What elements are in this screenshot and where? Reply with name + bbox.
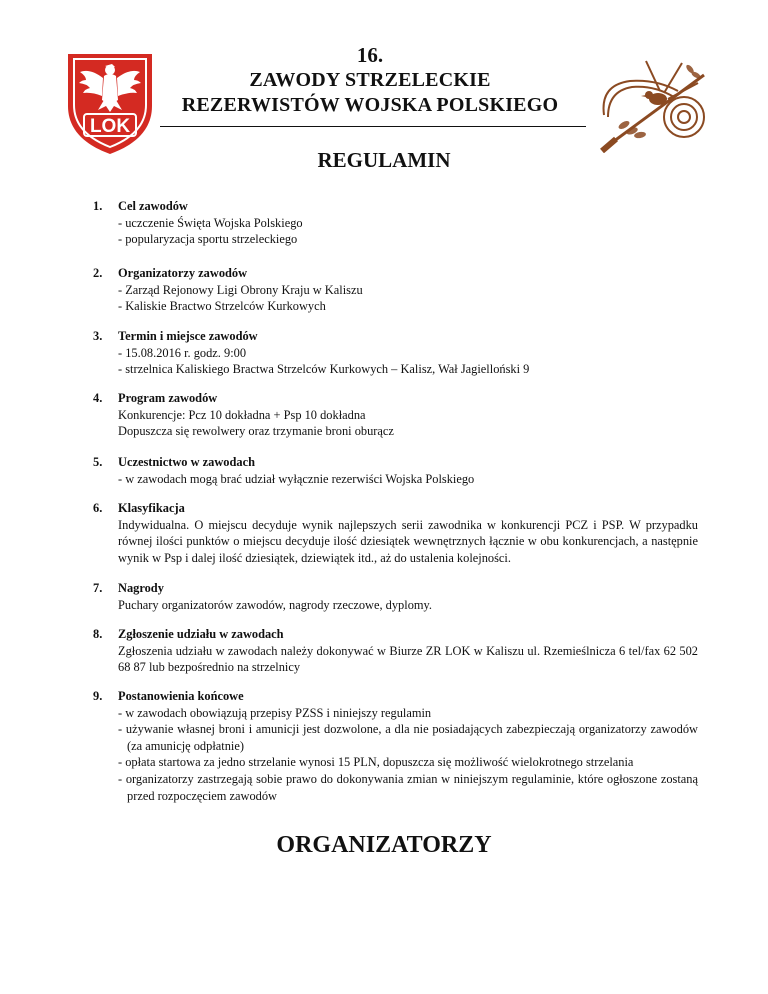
organizers-heading: ORGANIZATORZY bbox=[276, 832, 492, 858]
lok-eagle-shield-logo bbox=[60, 50, 160, 156]
section-8 bbox=[93, 626, 698, 688]
header-underline bbox=[160, 126, 586, 127]
section-line: Konkurencje: Pcz 10 dokładna + Psp 10 dokładna bbox=[118, 407, 366, 422]
section-title: Uczestnictwo w zawodach bbox=[118, 455, 255, 469]
section-number: 4. bbox=[93, 391, 103, 405]
section-number: 1. bbox=[93, 199, 103, 213]
section-line: - Zarząd Rejonowy Ligi Obrony Kraju w Kaliszu bbox=[118, 282, 363, 297]
section-title: Cel zawodów bbox=[118, 199, 188, 213]
section-number: 2. bbox=[93, 266, 103, 280]
section-paragraph: Zgłoszenia udziału w zawodach należy dokonywać w Biurze ZR LOK w Kaliszu ul. Rzemieślnicza 6 tel/fax 62 502 68 87 lub bezpośrednio na strzelnicy bbox=[118, 643, 698, 675]
section-line: - 15.08.2016 r. godz. 9:00 bbox=[118, 345, 247, 360]
section-item: - w zawodach obowiązują przepisy PZSS i niniejszy regulamin bbox=[118, 705, 432, 720]
section-item: - organizatorzy zastrzegają sobie prawo do dokonywania zmian w niniejszym regulaminie, które ogłoszone zostaną przed rozpoczęciem zawodów bbox=[118, 771, 698, 803]
section-number: 9. bbox=[93, 689, 103, 703]
section-title: Postanowienia końcowe bbox=[118, 689, 244, 703]
section-2 bbox=[93, 265, 698, 328]
section-line: - Kaliskie Bractwo Strzelców Kurkowych bbox=[118, 299, 326, 314]
section-number: 7. bbox=[93, 581, 103, 595]
section-number: 5. bbox=[93, 455, 103, 469]
section-title: Organizatorzy zawodów bbox=[118, 266, 248, 280]
section-title: Zgłoszenie udziału w zawodach bbox=[118, 627, 284, 641]
section-item: - używanie własnej broni i amunicji jest dozwolone, a dla nie posiadających zabezpieczają organizatorzy zawodów (za amunicję odpłatnie) bbox=[118, 722, 698, 753]
section-title: Termin i miejsce zawodów bbox=[118, 329, 258, 343]
section-number: 8. bbox=[93, 627, 103, 641]
section-3 bbox=[93, 328, 698, 390]
section-line: Puchary organizatorów zawodów, nagrody rzeczowe, dyplomy. bbox=[118, 597, 433, 612]
section-number: 6. bbox=[93, 501, 103, 515]
section-7 bbox=[93, 580, 698, 626]
section-title: Klasyfikacja bbox=[118, 501, 185, 515]
section-line: - w zawodach mogą brać udział wyłącznie rezerwiści Wojska Polskiego bbox=[118, 471, 475, 486]
section-5 bbox=[93, 454, 698, 500]
section-title: Nagrody bbox=[118, 581, 164, 595]
svg-text:LOK: LOK bbox=[89, 116, 131, 137]
section-9 bbox=[93, 688, 698, 804]
event-number: 16. bbox=[356, 43, 384, 67]
section-1 bbox=[93, 198, 698, 265]
section-line: Dopuszcza się rewolwery oraz trzymanie broni oburącz bbox=[118, 424, 394, 439]
section-4 bbox=[93, 390, 698, 454]
document-header bbox=[150, 42, 590, 118]
section-line: - popularyzacja sportu strzeleckiego bbox=[118, 232, 298, 247]
section-6 bbox=[93, 500, 698, 580]
header-line-1: ZAWODY STRZELECKIE bbox=[249, 69, 491, 91]
section-title: Program zawodów bbox=[118, 391, 218, 405]
regulations-list bbox=[93, 198, 698, 804]
section-line: - uczczenie Święta Wojska Polskiego bbox=[118, 215, 303, 230]
section-number: 3. bbox=[93, 329, 103, 343]
section-line: - strzelnica Kaliskiego Bractwa Strzelców Kurkowych – Kalisz, Wał Jagielloński 9 bbox=[118, 362, 530, 377]
document-title: REGULAMIN bbox=[317, 148, 451, 172]
section-paragraph: Indywidualna. O miejscu decyduje wynik najlepszych serii zawodnika w konkurencji PCZ i PSP. W przypadku równej ilości punktów o miejscu decyduje ilość dziesiątek wewnętrznych łącznie w obu konkurencjach, a następnie wynik w Psp i dalej ilość dziesiątek, dziewiątek itd., aż do ustalenia kolejności. bbox=[118, 517, 698, 565]
header-line-2: REZERWISTÓW WOJSKA POLSKIEGO bbox=[181, 94, 559, 116]
section-item: - opłata startowa za jedno strzelanie wynosi 15 PLN, dopuszcza się możliwość wielokrotnego strzelania bbox=[118, 755, 634, 770]
hunting-crest-emblem bbox=[586, 55, 720, 153]
